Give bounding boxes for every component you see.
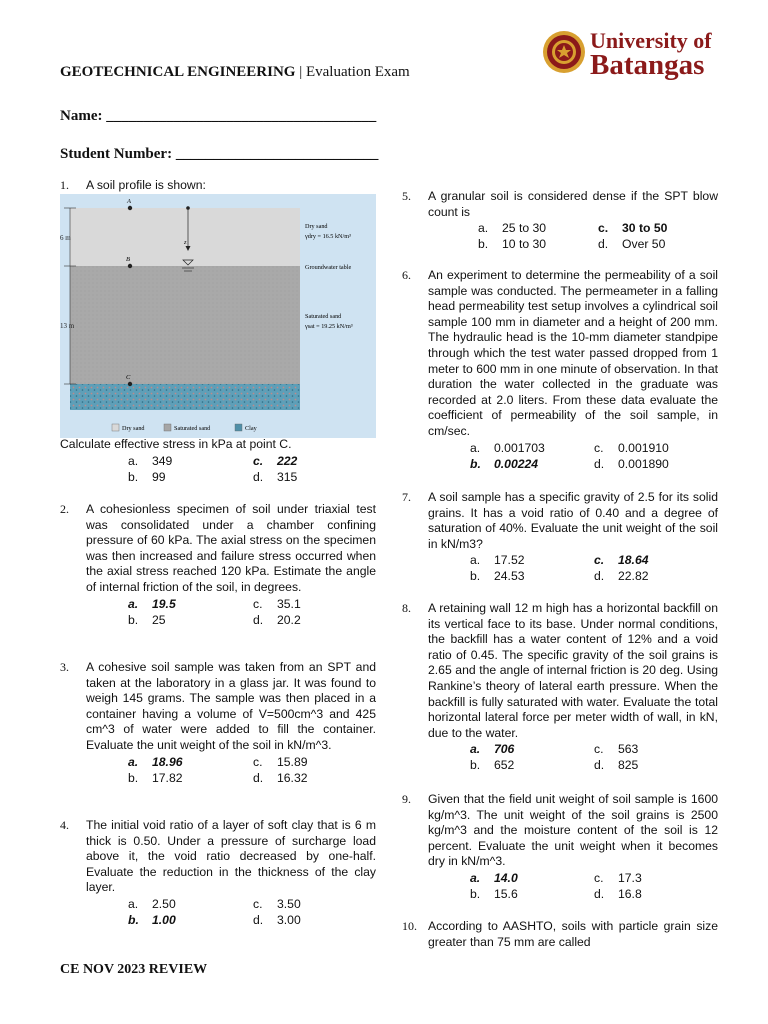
options — [402, 553, 718, 585]
options — [60, 454, 376, 486]
legend-dry-sand: Dry sand — [122, 425, 145, 432]
question-number: 9. — [402, 792, 411, 806]
options — [402, 742, 718, 774]
option-b[interactable]: b. 10 to 30 — [478, 237, 547, 252]
dry-sand-gamma: γdry = 16.5 kN/m³ — [305, 233, 351, 240]
question-number: 1. — [60, 178, 69, 192]
option-b[interactable]: b. 24.53 — [470, 569, 525, 584]
options — [402, 441, 718, 473]
option-d[interactable]: d. Over 50 — [598, 237, 666, 252]
option-a-answer[interactable]: a. 706 — [470, 742, 515, 757]
legend-saturated-sand: Saturated sand — [174, 425, 211, 432]
question-text: Calculate effective stress in kPa at point C. — [60, 437, 292, 451]
option-d[interactable]: d. 16.8 — [594, 886, 642, 901]
options — [402, 221, 718, 253]
point-c-marker — [128, 382, 132, 386]
option-a-answer[interactable]: a. 19.5 — [128, 596, 176, 611]
option-d[interactable]: d. 22.82 — [594, 569, 649, 584]
groundwater-label: Groundwater table — [305, 264, 352, 271]
options — [60, 897, 376, 929]
option-a-answer[interactable]: a. 14.0 — [470, 870, 518, 885]
question-text: A soil sample has a specific gravity of 2.5 for its solid grains. It has a void ratio of 0.40 and a degree of saturation of 40%. Evaluate the unit weight of the soil in kN/m3? — [428, 490, 718, 551]
option-c[interactable]: c. 563 — [594, 742, 639, 757]
dry-sand-layer — [70, 208, 300, 266]
option-d[interactable]: d. 3.00 — [253, 912, 301, 927]
option-b[interactable]: b. 15.6 — [470, 886, 518, 901]
question-number: 4. — [60, 818, 69, 832]
option-c-answer[interactable]: c. 222 — [253, 453, 298, 468]
clay-layer — [70, 384, 300, 410]
option-b[interactable]: b. 17.82 — [128, 770, 183, 785]
dimension-6m-label: 6 m — [60, 234, 71, 242]
university-name-line1: University of — [590, 28, 712, 53]
question-text: A granular soil is considered dense if the SPT blow count is — [428, 189, 718, 219]
subject-title: GEOTECHNICAL ENGINEERING — [60, 64, 296, 80]
point-a-label: A — [127, 198, 131, 205]
question-5 — [402, 189, 718, 253]
depth-z-label: z — [184, 239, 187, 246]
option-c-answer[interactable]: c. 30 to 50 — [598, 221, 668, 236]
question-number: 3. — [60, 660, 69, 674]
question-2 — [60, 502, 376, 629]
question-text: An experiment to determine the permeability of a soil sample was conducted. The permeameter in a falling head permeability test setup involves a cylindrical soil sample 100 mm in diameter and a height of 200 mm. The hydraulic head is the 10-mm diameter standpipe through which the test water passed dropped from 1 meter to 600 mm in one minute of observation. In that duration the water collected in the graduate was recorded at 2.0 liters. From these data evaluate the coefficient of permeability of the soil sample, in cm/sec. — [428, 268, 718, 438]
question-7 — [402, 490, 718, 585]
footer-review-label: CE NOV 2023 REVIEW — [60, 962, 208, 977]
option-a[interactable]: a. 349 — [128, 453, 173, 468]
option-b[interactable]: b. 99 — [128, 469, 166, 484]
option-b[interactable]: b. 652 — [470, 758, 515, 773]
option-d[interactable]: d. 0.001890 — [594, 456, 669, 471]
question-6 — [402, 268, 718, 473]
option-d[interactable]: d. 16.32 — [253, 770, 308, 785]
university-seal-icon — [542, 30, 586, 74]
option-a-answer[interactable]: a. 18.96 — [128, 754, 183, 769]
option-c[interactable]: c. 15.89 — [253, 754, 308, 769]
question-1-prompt — [60, 437, 376, 486]
options — [60, 597, 376, 629]
question-number: 2. — [60, 502, 69, 516]
option-b-answer[interactable]: b. 1.00 — [128, 912, 176, 927]
option-a[interactable]: a. 0.001703 — [470, 440, 545, 455]
university-name-line2: Batangas — [590, 49, 705, 81]
question-number: 6. — [402, 268, 411, 282]
options — [60, 755, 376, 787]
question-text: A retaining wall 12 m high has a horizontal backfill on its vertical face to its base. Under normal conditions, the backfill has a water content of 12% and a void ratio of 0.45. The specific gravity of the soil grains is 2.65 and the angle of internal friction is 20 deg. Using Rankine’s theory of lateral earth pressure. When the backfill is fully saturated with water. Evaluate the total horizontal lateral force per meter width of wall, in kN, due to the water. — [428, 601, 718, 740]
question-9 — [402, 792, 718, 903]
option-c[interactable]: c. 35.1 — [253, 596, 301, 611]
option-d[interactable]: d. 315 — [253, 469, 298, 484]
option-b[interactable]: b. 25 — [128, 612, 166, 627]
question-10 — [402, 919, 718, 950]
option-c[interactable]: c. 17.3 — [594, 870, 642, 885]
option-c[interactable]: c. 0.001910 — [594, 440, 669, 455]
question-text: The initial void ratio of a layer of soft clay that is 6 m thick is 0.50. Under a pressure of surcharge load above it, the void ratio decreased by one-half. Evaluate the reduction in the thickness of the clay layer. — [86, 818, 376, 895]
dimension-13m-label: 13 m — [60, 322, 75, 330]
question-number: 5. — [402, 189, 411, 203]
university-logo — [542, 28, 722, 80]
point-b-marker — [128, 264, 132, 268]
question-number: 7. — [402, 490, 411, 504]
question-text: According to AASHTO, soils with particle grain size greater than 75 mm are called — [428, 919, 718, 949]
question-4 — [60, 818, 376, 929]
question-text: A soil profile is shown: — [86, 178, 206, 192]
name-field: Name: ____________________________________ — [60, 108, 377, 124]
saturated-sand-label: Saturated sand — [305, 313, 342, 320]
saturated-sand-gamma: γsat = 19.25 kN/m³ — [305, 323, 353, 330]
question-text: Given that the field unit weight of soil sample is 1600 kg/m^3. The unit weight of the soil grains is 2500 kg/m^3 and the moisture content of the soil is 12 percent. Evaluate the unit weight when it becomes dry in kN/m^3. — [428, 792, 718, 869]
option-c[interactable]: c. 3.50 — [253, 896, 301, 911]
option-a[interactable]: a. 17.52 — [470, 553, 525, 568]
question-text: A cohesionless specimen of soil under triaxial test was consolidated under a chamber confining pressure of 60 kPa. The axial stress on the specimen was then increased and failure stress occurred when the axial stress reached 120 kPa. Estimate the angle of internal friction of the soil, in degrees. — [86, 502, 376, 594]
point-a-marker — [128, 206, 132, 210]
legend-clay: Clay — [245, 425, 257, 432]
option-a[interactable]: a. 25 to 30 — [478, 221, 547, 236]
question-text: A cohesive soil sample was taken from an SPT and taken at the laboratory in a glass jar. It was found to weigh 145 grams. The sample was then placed in a container having a volume of V=500cm^3 and 425 cm^3 of water were added to fill the container. Evaluate the unit weight of the soil in kN/m^3. — [86, 660, 376, 752]
question-number: 8. — [402, 601, 411, 615]
point-b-label: B — [126, 256, 130, 263]
saturated-sand-layer — [70, 266, 300, 384]
point-c-label: C — [126, 374, 131, 381]
question-1 — [60, 178, 376, 194]
exam-header — [60, 64, 410, 81]
soil-profile-figure — [60, 194, 376, 438]
options — [402, 871, 718, 903]
student-number-field: Student Number: ___________________________ — [60, 146, 379, 162]
question-3 — [60, 660, 376, 787]
option-b-answer[interactable]: b. 0.00224 — [470, 456, 539, 471]
exam-type: Evaluation Exam — [305, 64, 410, 80]
option-c-answer[interactable]: c. 18.64 — [594, 553, 649, 568]
option-a[interactable]: a. 2.50 — [128, 896, 176, 911]
header-separator: | — [295, 64, 306, 80]
question-number: 10. — [402, 919, 417, 933]
option-d[interactable]: d. 825 — [594, 758, 639, 773]
dry-sand-label: Dry sand — [305, 223, 328, 230]
question-8 — [402, 601, 718, 774]
option-d[interactable]: d. 20.2 — [253, 612, 301, 627]
